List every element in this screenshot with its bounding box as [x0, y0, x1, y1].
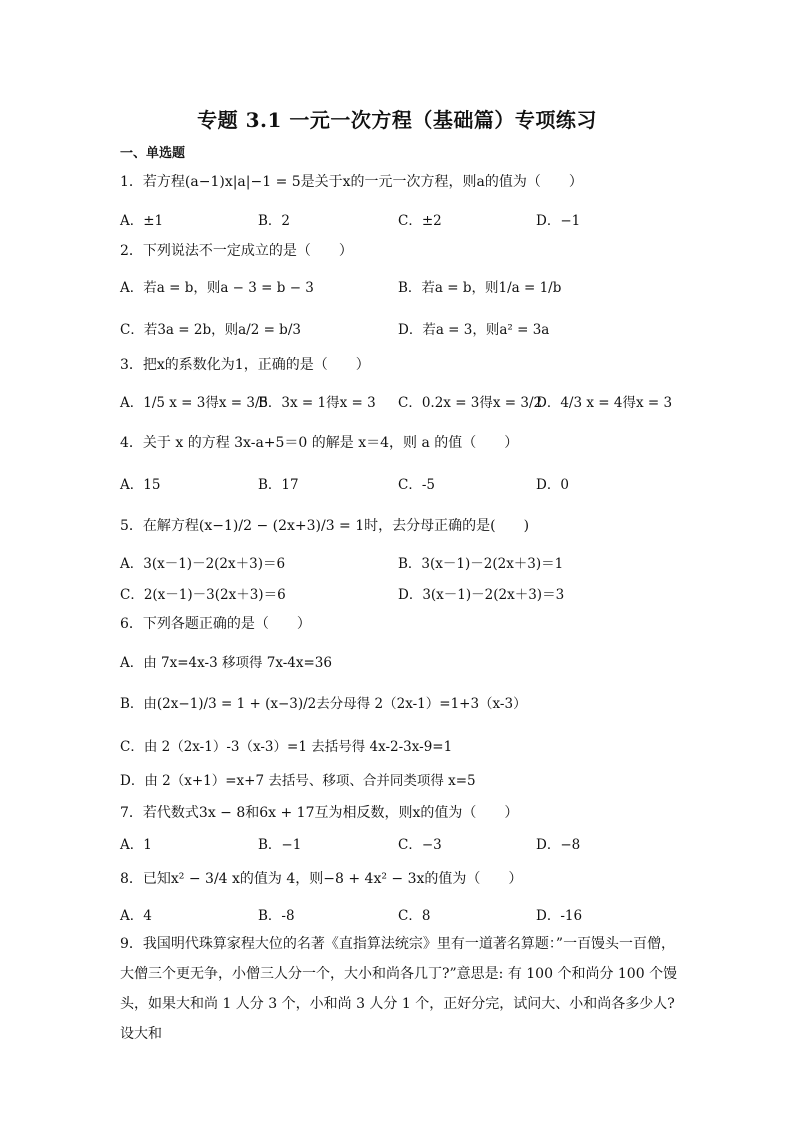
q5-option-b[interactable]: B．3(x－1)－2(2x＋3)＝1	[398, 556, 564, 572]
q5-option-d[interactable]: D．3(x－1)－2(2x＋3)＝3	[398, 587, 565, 603]
q1-option-b[interactable]: B．2	[258, 213, 291, 229]
q4-option-c[interactable]: C．-5	[398, 477, 435, 493]
question-6: 6．下列各题正确的是（ ）	[120, 616, 311, 632]
q6-option-c[interactable]: C．由 2（2x-1）-3（x-3）=1 去括号得 4x-2-3x-9=1	[120, 739, 453, 755]
q8-option-d[interactable]: D．-16	[536, 908, 583, 924]
question-4: 4．关于 x 的方程 3x-a+5＝0 的解是 x＝4，则 a 的值（ ）	[120, 435, 519, 451]
q1-option-d[interactable]: D．−1	[536, 213, 581, 229]
q5-option-c[interactable]: C．2(x－1)－3(2x＋3)＝6	[120, 587, 286, 603]
q7-option-a[interactable]: A．1	[120, 837, 152, 853]
page-title: 专题 3.1 一元一次方程（基础篇）专项练习	[197, 108, 597, 132]
q3-option-b[interactable]: B．3x = 1得x = 3	[258, 395, 376, 411]
q1-option-c[interactable]: C．±2	[398, 213, 442, 229]
q8-option-b[interactable]: B．-8	[258, 908, 295, 924]
q4-option-d[interactable]: D．0	[536, 477, 569, 493]
q5-option-a[interactable]: A．3(x－1)－2(2x＋3)＝6	[120, 556, 286, 572]
q1-option-a[interactable]: A．±1	[120, 213, 164, 229]
q6-option-b[interactable]: B．由(2x−1)/3 = 1 + (x−3)/2去分母得 2（2x-1）=1+3（x-3）	[120, 696, 527, 712]
question-5: 5．在解方程(x−1)/2 − (2x+3)/3 = 1时，去分母正确的是( )	[120, 518, 530, 534]
question-3: 3．把x的系数化为1，正确的是（ ）	[120, 357, 370, 373]
q7-option-b[interactable]: B．−1	[258, 837, 302, 853]
q3-option-d[interactable]: D．4/3 x = 4得x = 3	[536, 395, 673, 411]
q3-option-a[interactable]: A．1/5 x = 3得x = 3/5	[120, 395, 269, 411]
q7-option-c[interactable]: C．−3	[398, 837, 442, 853]
question-2: 2．下列说法不一定成立的是（ ）	[120, 243, 353, 259]
q2-option-b[interactable]: B．若a = b，则1/a = 1/b	[398, 280, 562, 296]
q4-option-a[interactable]: A．15	[120, 477, 161, 493]
q7-option-d[interactable]: D．−8	[536, 837, 581, 853]
q6-option-a[interactable]: A．由 7x=4x-3 移项得 7x-4x=36	[120, 655, 332, 671]
section-heading: 一、单选题	[120, 146, 186, 161]
question-9: 9．我国明代珠算家程大位的名著《直指算法统宗》里有一道著名算题：”一百馒头一百僧，大僧三个更无争，小僧三人分一个，大小和尚各几丁?”意思是: 有 100 个和尚分 100 个馒头，如果大和尚 1 人分 3 个，小和尚 3 人分 1 个，正好分完，试问大、小和尚各多少人?设大和	[120, 936, 678, 1042]
q2-option-d[interactable]: D．若a = 3，则a² = 3a	[398, 322, 550, 338]
q3-option-c[interactable]: C．0.2x = 3得x = 3/2	[398, 395, 543, 411]
q8-option-c[interactable]: C．8	[398, 908, 431, 924]
q6-option-d[interactable]: D．由 2（x+1）=x+7 去括号、移项、合并同类项得 x=5	[120, 773, 476, 789]
question-8: 8．已知x² − 3/4 x的值为 4，则−8 + 4x² − 3x的值为（ ）	[120, 871, 523, 887]
q8-option-a[interactable]: A．4	[120, 908, 152, 924]
q2-option-c[interactable]: C．若3a = 2b，则a/2 = b/3	[120, 322, 301, 338]
question-7: 7．若代数式3x − 8和6x + 17互为相反数，则x的值为（ ）	[120, 805, 519, 821]
q2-option-a[interactable]: A．若a = b，则a − 3 = b − 3	[120, 280, 314, 296]
q4-option-b[interactable]: B．17	[258, 477, 299, 493]
question-1: 1．若方程(a−1)x|a|−1 = 5是关于x的一元一次方程，则a的值为（ ）	[120, 174, 583, 190]
